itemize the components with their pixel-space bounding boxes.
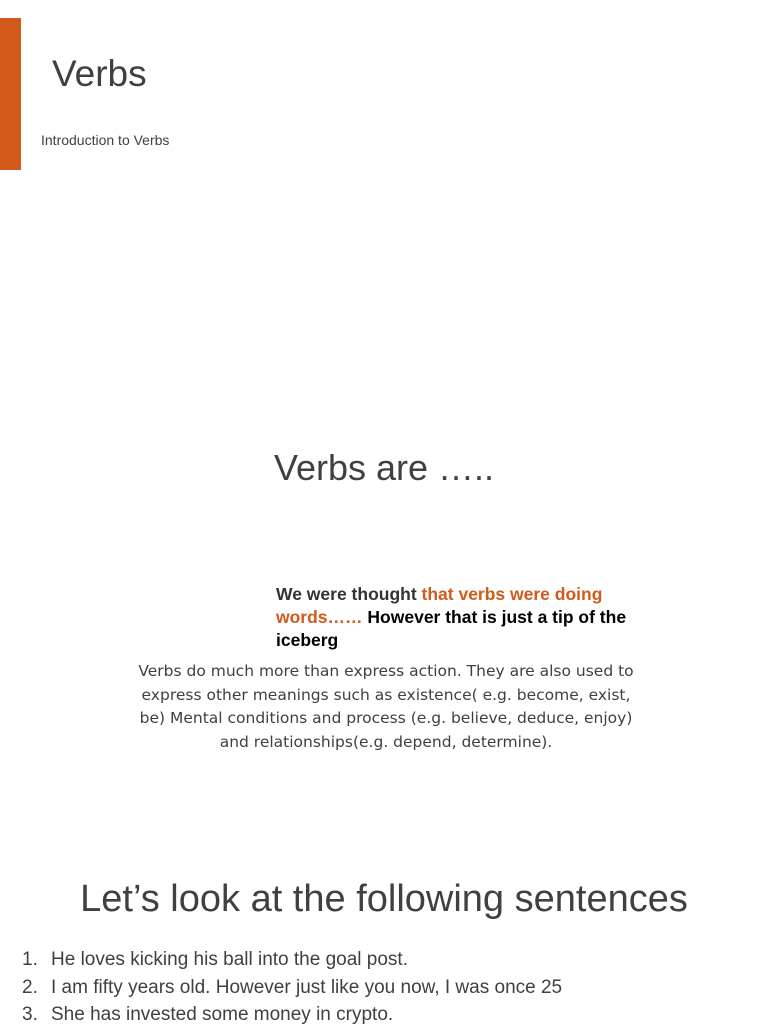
definition-paragraph: Verbs do much more than express action. They are also used to express other meanings such as existence( e.g. become, exist, be) Mental conditions and process (e.g. believe, deduce, enjoy) and relationships(e.g. depend, determine). [138, 662, 634, 751]
title-slide [0, 0, 768, 200]
list-text: She has invested some money in crypto. [51, 1004, 394, 1025]
list-item [22, 974, 762, 1002]
accent-bar [0, 18, 21, 170]
slide-heading: Verbs are ….. [273, 447, 495, 488]
list-text: He loves kicking his ball into the goal post. [51, 949, 408, 970]
callout-text [276, 583, 646, 652]
slide-title: Verbs [52, 53, 147, 94]
list-number: 3. [22, 1004, 38, 1025]
callout-part-3: However that is just a tip of the iceberg [276, 607, 627, 650]
list-item [22, 946, 762, 974]
list-text: I am fifty years old. However just like you now, I was once 25 [51, 976, 563, 998]
callout-highlight: that verbs were doing words…… [276, 584, 603, 627]
list-item [22, 1001, 762, 1029]
callout-part-1: We were thought [276, 584, 422, 604]
slide-heading: Let’s look at the following sentences [80, 878, 688, 920]
example-sentences-slide [0, 860, 768, 1024]
slide-subtitle: Introduction to Verbs [41, 132, 170, 148]
list-number: 2. [22, 976, 38, 998]
list-number: 1. [22, 949, 38, 970]
sentence-list [22, 946, 762, 1029]
verbs-definition-slide [0, 420, 768, 800]
